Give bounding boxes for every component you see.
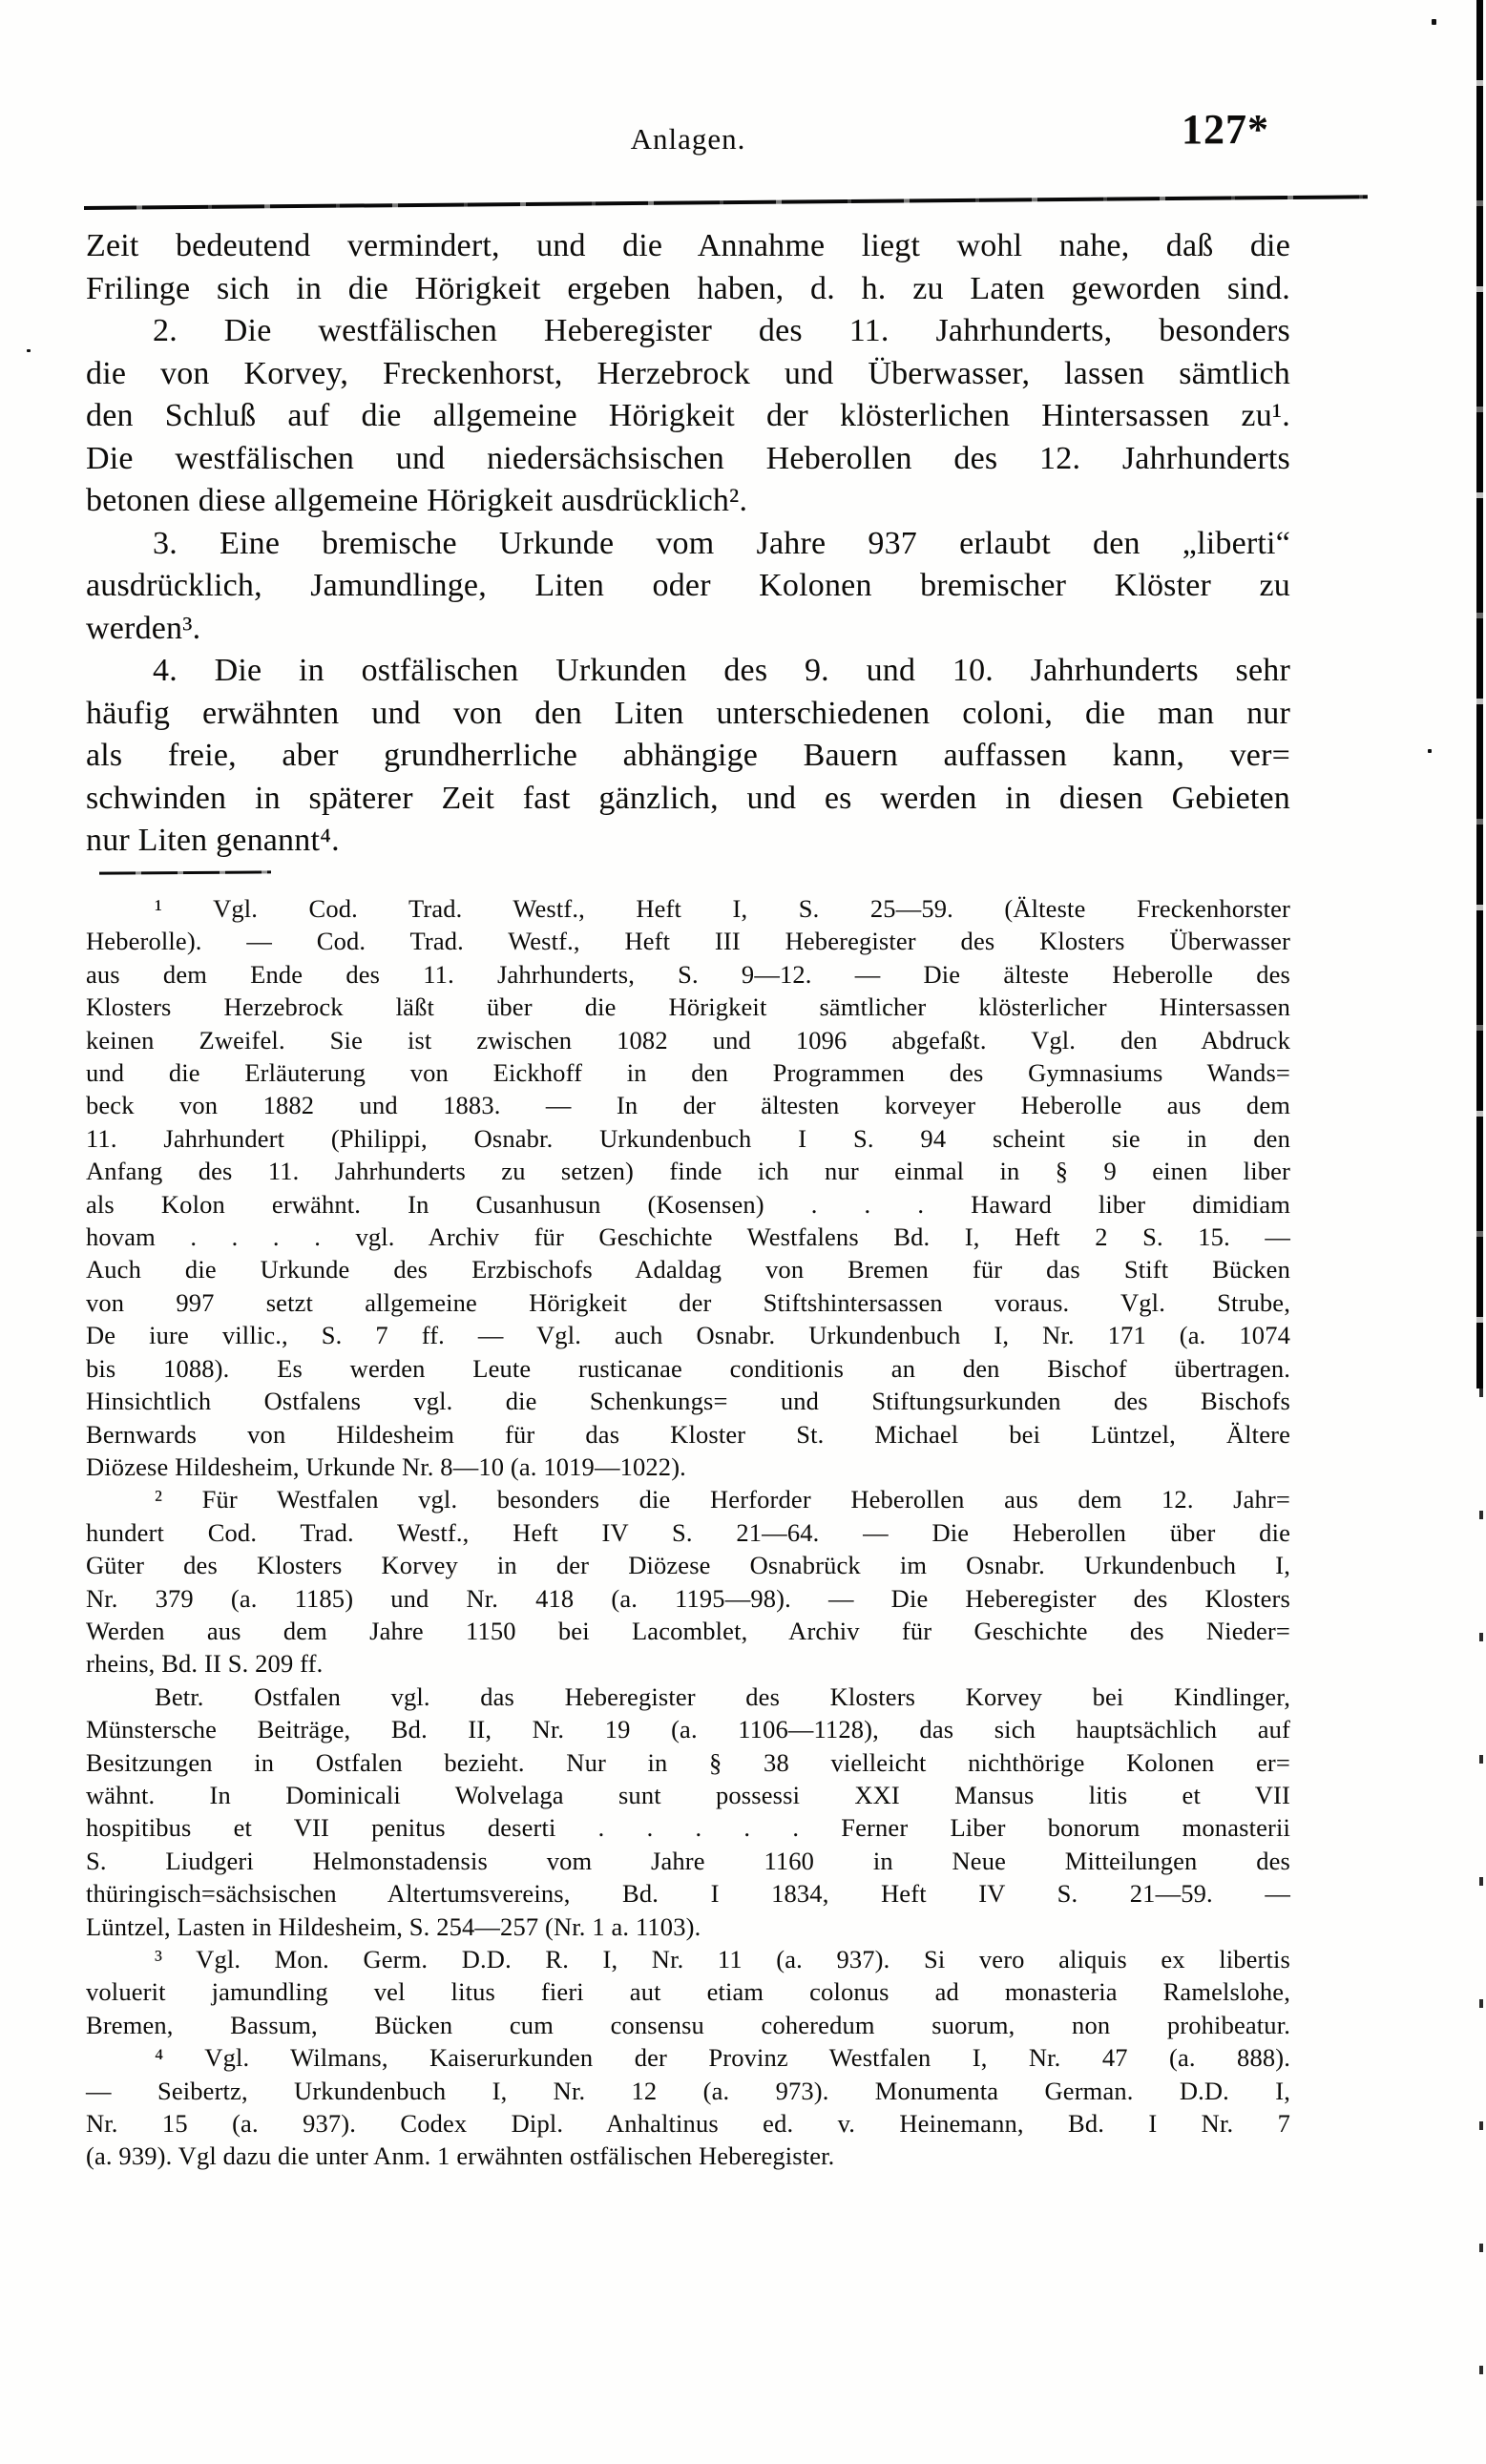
text-line: 11. Jahrhundert (Philippi, Osnabr. Urkundenbuch I S. 94 scheint sie in den [86,1123,1290,1153]
text-line: Klosters Herzebrock läßt über die Hörigkeit sämtlicher klösterlicher Hintersassen [86,992,1290,1022]
text-line: ² Für Westfalen vgl. besonders die Herforder Heberollen aus dem 12. Jahr= [155,1485,1290,1514]
text-line: häufig erwähnten und von den Liten unterschiedenen coloni, die man nur [86,695,1290,731]
text-line: keinen Zweifel. Sie ist zwischen 1082 und 1096 abgefaßt. Vgl. den Abdruck [86,1025,1290,1055]
footnotes-block [86,892,1290,2173]
page-number: 127* [1182,106,1269,153]
text-line: Bremen, Bassum, Bücken cum consensu coheredum suorum, non prohibeatur. [86,2010,1290,2039]
footnote-4 [86,2041,1290,2173]
text-line: 3. Eine bremische Urkunde vom Jahre 937 erlaubt den „liberti“ [153,525,1290,561]
scan-edge-artifact-dashes [1479,1389,1483,2464]
text-line: als freie, aber grundherrliche abhängige Bauern auffassen kann, ver= [86,738,1290,773]
main-paragraph-2 [86,310,1290,523]
text-line: als Kolon erwähnt. In Cusanhusun (Kosensen) . . . Haward liber dimidiam [86,1189,1290,1219]
text-line: hovam . . . . vgl. Archiv für Geschichte Westfalens Bd. I, Heft 2 S. 15. — [86,1222,1290,1252]
text-line: Die westfälischen und niedersächsischen Heberollen des 12. Jahrhunderts [86,440,1290,476]
text-line: Lüntzel, Lasten in Hildesheim, S. 254—257 (Nr. 1 a. 1103). [86,1911,701,1941]
text-line: Diözese Hildesheim, Urkunde Nr. 8—10 (a. 1019—1022). [86,1451,686,1481]
text-line: wähnt. In Dominicali Wolvelaga sunt possessi XXI Mansus litis et VII [86,1780,1290,1809]
text-line: ³ Vgl. Mon. Germ. D.D. R. I, Nr. 11 (a. 937). Si vero aliquis ex libertis [155,1945,1290,1973]
text-line: beck von 1882 und 1883. — In der ältesten korveyer Heberolle aus dem [86,1091,1290,1120]
text-line: Werden aus dem Jahre 1150 bei Lacomblet, Archiv für Geschichte des Nieder= [86,1616,1290,1645]
text-line: 4. Die in ostfälischen Urkunden des 9. und 10. Jahrhunderts sehr [153,653,1290,688]
text-line: hospitibus et VII penitus deserti . . . . . Ferner Liber bonorum monasterii [86,1813,1290,1843]
main-paragraph-1 [86,225,1290,310]
text-line: Nr. 15 (a. 937). Codex Dipl. Anhaltinus ed. v. Heinemann, Bd. I Nr. 7 [86,2109,1290,2139]
text-line: Frilinge sich in die Hörigkeit ergeben haben, d. h. zu Laten geworden sind. [86,270,1290,306]
text-line: Zeit bedeutend vermindert, und die Annahme liegt wohl nahe, daß die [86,228,1290,263]
text-line: Auch die Urkunde des Erzbischofs Adaldag von Bremen für das Stift Bücken [86,1255,1290,1284]
text-line: nur Liten genannt⁴. [86,823,340,858]
running-title: Anlagen. [630,122,746,156]
text-line: betonen diese allgemeine Hörigkeit ausdrücklich². [86,483,748,518]
text-line: Heberolle). — Cod. Trad. Westf., Heft III Heberegister des Klosters Überwasser [86,927,1290,956]
text-line: ¹ Vgl. Cod. Trad. Westf., Heft I, S. 25—59. (Älteste Freckenhorster [155,894,1290,923]
text-line: von 997 setzt allgemeine Hörigkeit der Stiftshintersassen voraus. Vgl. Strube, [86,1287,1290,1317]
header-rule [84,195,1368,210]
scan-speck [1432,19,1436,25]
page-header [86,106,1290,170]
text-line: ausdrücklich, Jamundlinge, Liten oder Kolonen bremischer Klöster zu [86,568,1290,603]
text-line: ⁴ Vgl. Wilmans, Kaiserurkunden der Provinz Westfalen I, Nr. 47 (a. 888). [155,2043,1290,2073]
scan-edge-artifact [1476,0,1483,1389]
scan-speck [27,349,31,352]
footnote-2 [86,1483,1290,1680]
text-line: Besitzungen in Ostfalen bezieht. Nur in § 38 vielleicht nichthörige Kolonen er= [86,1747,1290,1777]
text-line: rheins, Bd. II S. 209 ff. [86,1649,324,1679]
text-line: S. Liudgeri Helmonstadensis vom Jahre 1160 in Neue Mitteilungen des [86,1846,1290,1875]
text-line: Güter des Klosters Korvey in der Diözese Osnabrück im Osnabr. Urkundenbuch I, [86,1551,1290,1580]
text-line: den Schluß auf die allgemeine Hörigkeit der klösterlichen Hintersassen zu¹. [86,398,1290,433]
text-line: hundert Cod. Trad. Westf., Heft IV S. 21—64. — Die Heberollen über die [86,1517,1290,1547]
text-line: bis 1088). Es werden Leute rusticanae conditionis an den Bischof übertragen. [86,1353,1290,1383]
text-line: Anfang des 11. Jahrhunderts zu setzen) finde ich nur einmal in § 9 einen liber [86,1157,1290,1186]
text-line: Betr. Ostfalen vgl. das Heberegister des Klosters Korvey bei Kindlinger, [155,1681,1290,1711]
scan-speck [1428,749,1432,753]
text-line: 2. Die westfälischen Heberegister des 11. Jahrhunderts, besonders [153,313,1290,348]
text-line: — Seibertz, Urkundenbuch I, Nr. 12 (a. 973). Monumenta German. D.D. I, [86,2076,1290,2105]
footnote-3 [86,1943,1290,2041]
text-line: aus dem Ende des 11. Jahrhunderts, S. 9—12. — Die älteste Heberolle des [86,959,1290,989]
text-line: Bernwards von Hildesheim für das Kloster St. Michael bei Lüntzel, Ältere [86,1419,1290,1449]
footnote-2-continued [86,1681,1290,1943]
text-line: (a. 939). Vgl dazu die unter Anm. 1 erwähnten ostfälischen Heberegister. [86,2141,835,2171]
main-paragraph-3 [86,523,1290,651]
text-line: De iure villic., S. 7 ff. — Vgl. auch Osnabr. Urkundenbuch I, Nr. 171 (a. 1074 [86,1321,1290,1350]
text-line: Münstersche Beiträge, Bd. II, Nr. 19 (a. 1106—1128), das sich hauptsächlich auf [86,1715,1290,1744]
main-paragraph-4 [86,650,1290,863]
text-line: und die Erläuterung von Eickhoff in den Programmen des Gymnasiums Wands= [86,1058,1290,1088]
text-line: die von Korvey, Freckenhorst, Herzebrock und Überwasser, lassen sämtlich [86,355,1290,391]
footnote-1 [86,892,1290,1483]
text-line: thüringisch=sächsischen Altertumsvereins, Bd. I 1834, Heft IV S. 21—59. — [86,1879,1290,1909]
text-line: werden³. [86,610,201,646]
footnote-separator [99,870,271,874]
text-line: schwinden in späterer Zeit fast gänzlich, und es werden in diesen Gebieten [86,780,1290,816]
text-line: Hinsichtlich Ostfalens vgl. die Schenkungs= und Stiftungsurkunden des Bischofs [86,1387,1290,1416]
text-line: Nr. 379 (a. 1185) und Nr. 418 (a. 1195—98). — Die Heberegister des Klosters [86,1583,1290,1613]
main-text-block [86,225,1290,863]
text-line: voluerit jamundling vel litus fieri aut etiam colonus ad monasteria Ramelslohe, [86,1977,1290,2007]
